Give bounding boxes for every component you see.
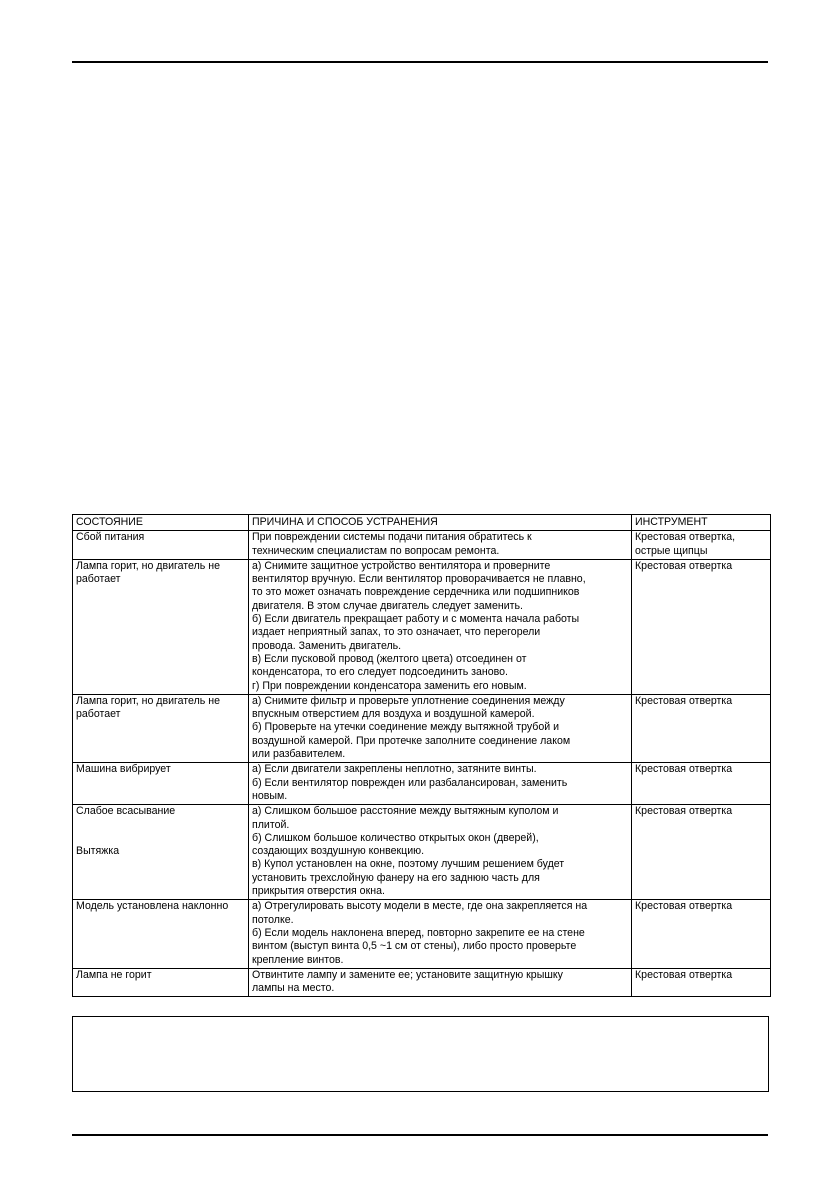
- state-cell-line: [76, 832, 245, 845]
- cause-cell-line: провода. Заменить двигатель.: [252, 639, 402, 652]
- table-row: [73, 805, 771, 900]
- header-state: СОСТОЯНИЕ: [73, 515, 249, 531]
- state-cell: [73, 968, 249, 997]
- cause-cell: [249, 559, 632, 694]
- state-cell-line: Вытяжка: [76, 845, 120, 858]
- cause-cell-line: а) Отрегулировать высоту модели в месте, где она закрепляется на: [252, 900, 588, 913]
- tool-cell-line: Крестовая отвертка: [635, 694, 733, 707]
- state-cell: [73, 694, 249, 762]
- table-row: [73, 763, 771, 805]
- cause-cell-line: крепление винтов.: [252, 953, 344, 966]
- state-cell-line: Машина вибрирует: [76, 763, 171, 776]
- state-cell-line: Сбой питания: [76, 531, 145, 544]
- state-cell: [73, 531, 249, 560]
- state-cell-line: Лампа горит, но двигатель не: [76, 694, 220, 707]
- table-row: [73, 559, 771, 694]
- cause-cell-line: При повреждении системы подачи питания обратитесь к: [252, 531, 532, 544]
- state-cell-line: [76, 819, 245, 832]
- tool-cell-line: Крестовая отвертка: [635, 900, 733, 913]
- table-row: [73, 968, 771, 997]
- cause-cell-line: установить трехслойную фанеру на его заднюю часть для: [252, 871, 540, 884]
- cause-cell-line: б) Если двигатель прекращает работу и с момента начала работы: [252, 613, 580, 626]
- note-box: [72, 1016, 769, 1092]
- cause-cell-line: б) Если модель наклонена вперед, повторно закрепите ее на стене: [252, 926, 585, 939]
- tool-cell: [632, 900, 771, 968]
- header-cause: ПРИЧИНА И СПОСОБ УСТРАНЕНИЯ: [249, 515, 632, 531]
- cause-cell: [249, 694, 632, 762]
- tool-cell: [632, 559, 771, 694]
- cause-cell-line: плитой.: [252, 818, 290, 831]
- state-cell-line: работает: [76, 573, 121, 586]
- table-row: [73, 531, 771, 560]
- state-cell: [73, 559, 249, 694]
- bottom-rule: [72, 1134, 768, 1136]
- cause-cell-line: в) Купол установлен на окне, поэтому лучшим решением будет: [252, 858, 565, 871]
- cause-cell-line: Отвинтите лампу и замените ее; установите защитную крышку: [252, 968, 563, 981]
- state-cell-line: Лампа не горит: [76, 968, 152, 981]
- tool-cell-line: Крестовая отвертка,: [635, 531, 736, 544]
- tool-cell: [632, 531, 771, 560]
- troubleshooting-table: [72, 514, 771, 997]
- state-cell-line: Слабое всасывание: [76, 805, 176, 818]
- cause-cell-line: потолке.: [252, 913, 294, 926]
- state-cell: [73, 805, 249, 900]
- cause-cell-line: техническим специалистам по вопросам ремонта.: [252, 544, 500, 557]
- cause-cell: [249, 531, 632, 560]
- state-cell-line: Лампа горит, но двигатель не: [76, 559, 220, 572]
- cause-cell-line: винтом (выступ винта 0,5 ~1 см от стены), либо просто проверьте: [252, 940, 577, 953]
- cause-cell-line: новым.: [252, 789, 288, 802]
- table-row: [73, 694, 771, 762]
- tool-cell-line: Крестовая отвертка: [635, 763, 733, 776]
- cause-cell-line: б) Проверьте на утечки соединение между вытяжной трубой и: [252, 721, 560, 734]
- cause-cell: [249, 900, 632, 968]
- state-cell: [73, 900, 249, 968]
- top-rule: [72, 61, 768, 63]
- tool-cell: [632, 763, 771, 805]
- cause-cell-line: а) Если двигатели закреплены неплотно, затяните винты.: [252, 763, 537, 776]
- tool-cell-line: острые щипцы: [635, 544, 708, 557]
- cause-cell-line: прикрытия отверстия окна.: [252, 885, 385, 898]
- tool-cell-line: Крестовая отвертка: [635, 968, 733, 981]
- state-cell-line: работает: [76, 708, 121, 721]
- cause-cell-line: вентилятор вручную. Если вентилятор проворачивается не плавно,: [252, 573, 586, 586]
- cause-cell-line: а) Слишком большое расстояние между вытяжным куполом и: [252, 805, 559, 818]
- state-cell: [73, 763, 249, 805]
- tool-cell-line: Крестовая отвертка: [635, 559, 733, 572]
- cause-cell: [249, 968, 632, 997]
- table-header-row: [73, 515, 771, 531]
- cause-cell: [249, 763, 632, 805]
- cause-cell: [249, 805, 632, 900]
- tool-cell: [632, 968, 771, 997]
- cause-cell-line: б) Слишком большое количество открытых окон (дверей),: [252, 831, 539, 844]
- cause-cell-line: или разбавителем.: [252, 748, 346, 761]
- cause-cell-line: двигателя. В этом случае двигатель следует заменить.: [252, 599, 523, 612]
- cause-cell-line: а) Снимите защитное устройство вентилятора и проверните: [252, 559, 551, 572]
- cause-cell-line: создающих воздушную конвекцию.: [252, 845, 425, 858]
- cause-cell-line: то это может означать повреждение сердечника или подшипников: [252, 586, 580, 599]
- tool-cell: [632, 694, 771, 762]
- tool-cell: [632, 805, 771, 900]
- cause-cell-line: издает неприятный запах, то это означает, что перегорели: [252, 626, 541, 639]
- tool-cell-line: Крестовая отвертка: [635, 805, 733, 818]
- state-cell-line: Модель установлена наклонно: [76, 900, 229, 913]
- header-tool: ИНСТРУМЕНТ: [632, 515, 771, 531]
- cause-cell-line: воздушной камерой. При протечке заполните соединение лаком: [252, 734, 571, 747]
- cause-cell-line: б) Если вентилятор поврежден или разбалансирован, заменить: [252, 776, 568, 789]
- cause-cell-line: а) Снимите фильтр и проверьте уплотнение соединения между: [252, 694, 565, 707]
- cause-cell-line: г) При повреждении конденсатора заменить его новым.: [252, 679, 527, 692]
- table-row: [73, 900, 771, 968]
- cause-cell-line: лампы на место.: [252, 982, 335, 995]
- cause-cell-line: впускным отверстием для воздуха и воздушной камерой.: [252, 708, 535, 721]
- cause-cell-line: конденсатора, то его следует подсоединить заново.: [252, 666, 508, 679]
- cause-cell-line: в) Если пусковой провод (желтого цвета) отсоединен от: [252, 652, 527, 665]
